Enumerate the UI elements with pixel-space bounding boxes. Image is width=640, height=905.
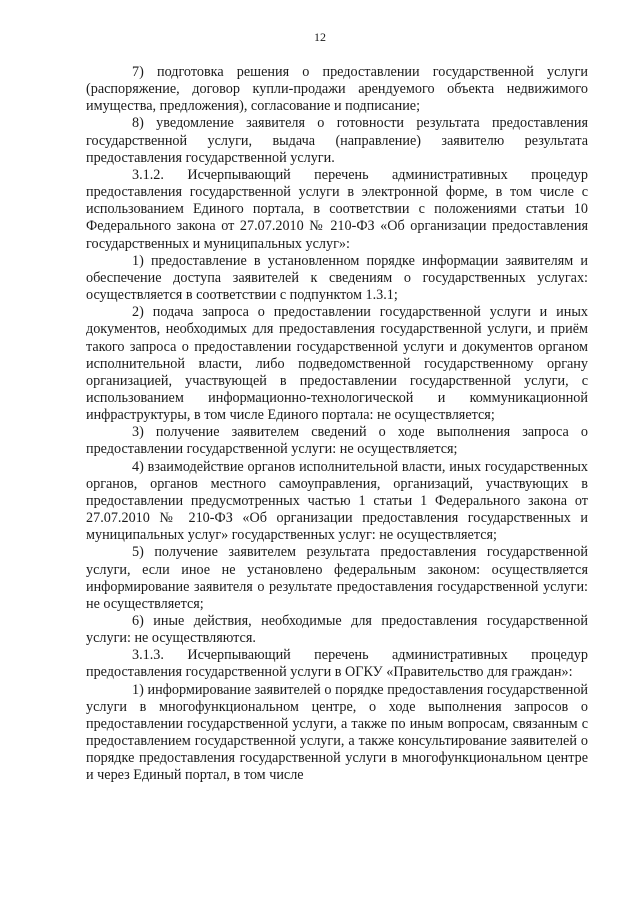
paragraph-3-1-3-item-1: 1) информирование заявителей о порядке предоставления государственной услуги в многофункциональном центре, о ходе выполнения запросов о предоставлении государственной услуги, а также по иным вопросам, связанным с предоставлением государственной услуги, а также консультирование заявителей о порядке предоставления государственной услуги в многофункциональном центре и через Единый портал, в том числе [86, 681, 588, 784]
paragraph-section-3-1-2: 3.1.2. Исчерпывающий перечень административных процедур предоставления государственной услуги в электронной форме, в том числе с использованием Единого портала, в соответствии с положениями статьи 10 Федерального закона от 27.07.2010 № 210-ФЗ «Об организации предоставления государственных и муниципальных услуг»: [86, 166, 588, 252]
paragraph-section-3-1-3: 3.1.3. Исчерпывающий перечень административных процедур предоставления государственной услуги в ОГКУ «Правительство для граждан»: [86, 647, 588, 681]
paragraph-3-1-2-item-5: 5) получение заявителем результата предоставления государственной услуги, если иное не установлено федеральным законом: осуществляется информирование заявителя о результате предоставления государственной услуги: не осуществляется; [86, 544, 588, 612]
paragraph-item-7: 7) подготовка решения о предоставлении государственной услуги (распоряжение, договор купли-продажи арендуемого объекта недвижимого имущества, предложения), согласование и подписание; [86, 64, 588, 115]
document-body [86, 64, 588, 785]
paragraph-3-1-2-item-4: 4) взаимодействие органов исполнительной власти, иных государственных органов, органов местного самоуправления, организаций, участвующих в предоставлении предусмотренных частью 1 статьи 1 Федерального закона от 27.07.2010 № 210-ФЗ «Об организации предоставления государственных и муниципальных услуг» государственных услуг: не осуществляется; [86, 458, 588, 544]
page-number: 12 [314, 30, 326, 44]
paragraph-3-1-2-item-1: 1) предоставление в установленном порядке информации заявителям и обеспечение доступа заявителей к сведениям о государственных услугах: осуществляется в соответствии с подпунктом 1.3.1; [86, 252, 588, 304]
paragraph-3-1-2-item-3: 3) получение заявителем сведений о ходе выполнения запроса о предоставлении государственной услуги: не осуществляется; [86, 424, 588, 458]
paragraph-3-1-2-item-6: 6) иные действия, необходимые для предоставления государственной услуги: не осуществляются. [86, 613, 588, 647]
paragraph-3-1-2-item-2: 2) подача запроса о предоставлении государственной услуги и иных документов, необходимых для предоставления государственной услуги, и приём такого запроса о предоставлении государственной услуги и документов органом исполнительной власти, либо подведомственной государственному органу организацией, участвующей в предоставлении государственной услуги, с использованием информационно-технологической и коммуникационной инфраструктуры, в том числе Единого портала: не осуществляется; [86, 304, 588, 424]
paragraph-item-8: 8) уведомление заявителя о готовности результата предоставления государственной услуги, выдача (направление) заявителю результата предоставления государственной услуги. [86, 115, 588, 166]
